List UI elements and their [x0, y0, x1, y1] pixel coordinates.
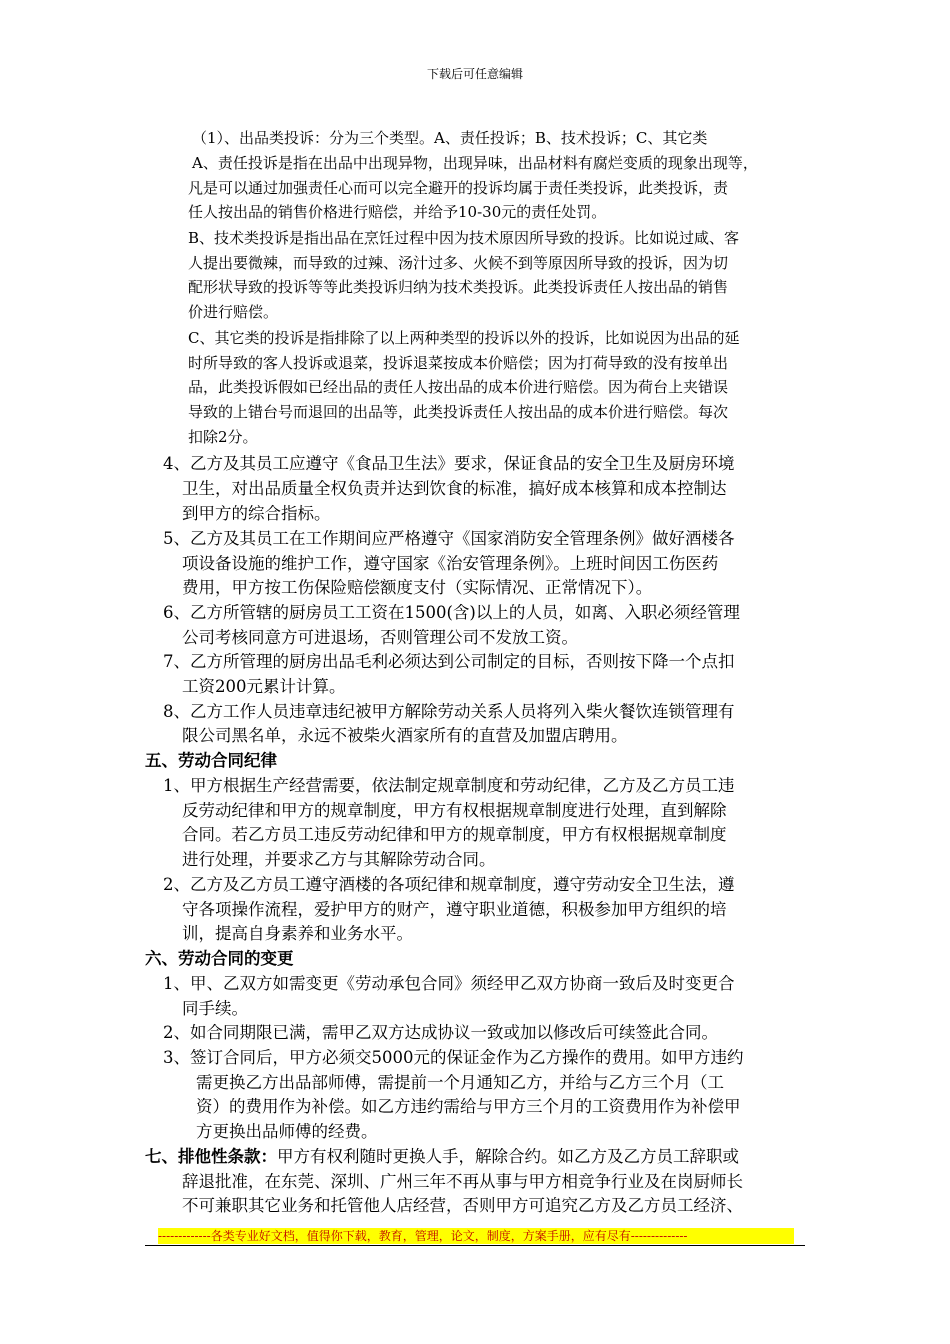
line-text: 反劳动纪律和甲方的规章制度，甲方有权根据规章制度进行处理，直到解除 — [182, 801, 727, 820]
line-text: 进行处理，并要求乙方与其解除劳动合同。 — [182, 850, 496, 869]
text-line — [182, 550, 718, 574]
line-text: 工资200元累计计算。 — [182, 677, 346, 696]
text-line — [188, 227, 739, 248]
text-line — [182, 920, 413, 944]
text-line — [196, 1093, 741, 1117]
line-text: 六、劳动合同的变更 — [145, 949, 294, 968]
line-text: 到甲方的综合指标。 — [182, 504, 331, 523]
text-line — [163, 871, 735, 895]
text-line — [188, 376, 728, 397]
section-heading — [145, 945, 294, 969]
line-text: 公司考核同意方可进退场，否则管理公司不发放工资。 — [182, 628, 578, 647]
line-text: 价进行赔偿。 — [188, 303, 279, 321]
text-line — [182, 896, 727, 920]
text-line — [188, 352, 728, 373]
line-text: 卫生，对出品质量全权负责并达到饮食的标准，搞好成本核算和成本控制达 — [182, 479, 727, 498]
line-text: 6、乙方所管辖的厨房员工工资在1500(含)以上的人员，如离、入职必须经管理 — [163, 603, 740, 622]
text-line — [196, 1118, 378, 1142]
line-text: 8、乙方工作人员违章违纪被甲方解除劳动关系人员将列入柴火餐饮连锁管理有 — [163, 702, 735, 721]
line-text: 3、签订合同后，甲方必须交5000元的保证金作为乙方操作的费用。如甲方违约 — [163, 1048, 744, 1067]
text-line — [188, 177, 728, 198]
line-text: 项设备设施的维护工作，遵守国家《治安管理条例》。上班时间因工伤医药 — [182, 554, 719, 573]
text-line — [182, 995, 248, 1019]
line-text: 甲方有权利随时更换人手，解除合约。如乙方及乙方员工辞职或 — [277, 1147, 739, 1166]
line-text: 限公司黑名单，永远不被柴火酒家所有的直营及加盟店聘用。 — [182, 726, 628, 745]
text-line — [182, 1192, 743, 1216]
line-text: 2、乙方及乙方员工遵守酒楼的各项纪律和规章制度，遵守劳动安全卫生法，遵 — [163, 875, 735, 894]
text-line — [192, 152, 758, 173]
line-text: 方更换出品师傅的经费。 — [196, 1122, 378, 1141]
line-text: （1）、出品类投诉：分为三个类型。A、责任投诉；B、技术投诉；C、其它类 — [192, 129, 708, 147]
footer-divider — [145, 1245, 805, 1246]
text-line — [163, 698, 735, 722]
text-line — [163, 599, 740, 623]
footer-banner: -------------各类专业好文档，值得你下载，教育，管理，论文，制度，方案手册，应有尽有-------------- — [158, 1228, 794, 1244]
text-line — [188, 327, 739, 348]
line-text: 凡是可以通过加强责任心而可以完全避开的投诉均属于责任类投诉，此类投诉，责 — [188, 179, 729, 197]
text-line — [163, 970, 735, 994]
line-text: 费用，甲方按工伤保险赔偿额度支付（实际情况、正常情况下）。 — [182, 578, 653, 597]
text-line — [163, 648, 735, 672]
line-text: 配形状导致的投诉等等此类投诉归纳为技术类投诉。此类投诉责任人按出品的销售 — [188, 278, 729, 296]
text-line — [196, 1069, 724, 1093]
line-text: 2、如合同期限已满，需甲乙双方达成协议一致或加以修改后可续签此合同。 — [163, 1023, 718, 1042]
text-line — [188, 301, 278, 322]
text-line — [182, 500, 331, 524]
line-text: 1、甲、乙双方如需变更《劳动承包合同》须经甲乙双方协商一致后及时变更合 — [163, 974, 735, 993]
text-line — [182, 624, 578, 648]
text-line — [182, 722, 628, 746]
text-line — [163, 772, 735, 796]
line-text: 不可兼职其它业务和托管他人店经营，否则甲方可追究乙方及乙方员工经济、 — [182, 1196, 743, 1215]
text-line — [182, 673, 346, 697]
line-text: A、责任投诉是指在出品中出现异物，出现异味，出品材料有腐烂变质的现象出现等， — [192, 154, 758, 172]
text-line — [182, 1168, 743, 1192]
line-text: C、其它类的投诉是指排除了以上两种类型的投诉以外的投诉，比如说因为出品的延 — [188, 329, 740, 347]
text-line — [182, 574, 652, 598]
text-line — [163, 450, 735, 474]
text-line — [182, 821, 727, 845]
text-line — [163, 1044, 744, 1068]
text-line — [188, 201, 606, 222]
line-text: 5、乙方及其员工在工作期间应严格遵守《国家消防安全管理条例》做好酒楼各 — [163, 529, 735, 548]
line-text: 五、劳动合同纪律 — [145, 751, 277, 770]
line-text: 同手续。 — [182, 999, 248, 1018]
line-text: 训，提高自身素养和业务水平。 — [182, 924, 413, 943]
text-line — [182, 846, 496, 870]
line-text: 7、乙方所管理的厨房出品毛利必须达到公司制定的目标，否则按下降一个点扣 — [163, 652, 735, 671]
line-text: 任人按出品的销售价格进行赔偿，并给予10-30元的责任处罚。 — [188, 203, 607, 221]
line-text: 4、乙方及其员工应遵守《食品卫生法》要求，保证食品的安全卫生及厨房环境 — [163, 454, 735, 473]
line-text: 扣除2分。 — [188, 428, 258, 446]
text-line — [163, 1019, 718, 1043]
text-line — [145, 1143, 739, 1167]
line-text: 辞退批准，在东莞、深圳、广州三年不再从事与甲方相竞争行业及在岗厨师长 — [182, 1172, 743, 1191]
text-line — [188, 252, 728, 273]
section-heading — [145, 747, 277, 771]
line-text: 导致的上错台号而退回的出品等，此类投诉责任人按出品的成本价进行赔偿。每次 — [188, 403, 729, 421]
line-text: 1、甲方根据生产经营需要，依法制定规章制度和劳动纪律，乙方及乙方员工违 — [163, 776, 735, 795]
text-line — [188, 426, 258, 447]
line-text: 品，此类投诉假如已经出品的责任人按出品的成本价进行赔偿。因为荷台上夹错误 — [188, 378, 729, 396]
line-text: 时所导致的客人投诉或退菜，投诉退菜按成本价赔偿；因为打荷导致的没有按单出 — [188, 354, 729, 372]
line-text: 合同。若乙方员工违反劳动纪律和甲方的规章制度，甲方有权根据规章制度 — [182, 825, 727, 844]
clause-title: 七、排他性条款： — [145, 1147, 277, 1166]
text-line — [188, 276, 728, 297]
text-line — [163, 525, 735, 549]
line-text: 资）的费用作为补偿。如乙方违约需给与甲方三个月的工资费用作为补偿甲 — [196, 1097, 741, 1116]
text-line — [192, 127, 707, 148]
line-text: 守各项操作流程，爱护甲方的财产，遵守职业道德，积极参加甲方组织的培 — [182, 900, 727, 919]
line-text: B、技术类投诉是指出品在烹饪过程中因为技术原因所导致的投诉。比如说过咸、客 — [188, 229, 740, 247]
page-header: 下载后可任意编辑 — [426, 67, 523, 81]
line-text: 需更换乙方出品部师傅，需提前一个月通知乙方，并给与乙方三个月（工 — [196, 1073, 724, 1092]
text-line — [188, 401, 728, 422]
line-text: 人提出要微辣，而导致的过辣、汤汁过多、火候不到等原因所导致的投诉，因为切 — [188, 254, 729, 272]
text-line — [182, 475, 727, 499]
text-line — [182, 797, 727, 821]
